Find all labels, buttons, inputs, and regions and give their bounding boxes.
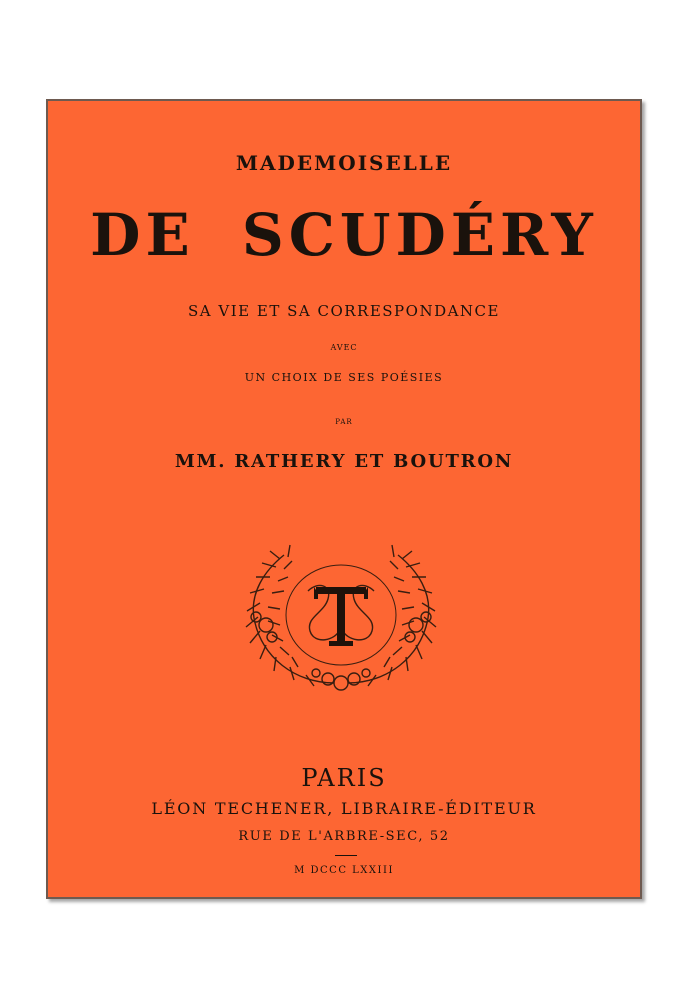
main-title: DE SCUDÉRY xyxy=(90,201,598,269)
city: PARIS xyxy=(301,764,387,792)
title-line-mademoiselle: MADEMOISELLE xyxy=(235,151,453,175)
publisher: LÉON TECHENER, LIBRAIRE-ÉDITEUR xyxy=(151,799,537,818)
subtitle: SA VIE ET SA CORRESPONDANCE xyxy=(188,302,500,320)
divider xyxy=(335,855,357,856)
avec-label: AVEC xyxy=(330,343,358,352)
book-cover xyxy=(46,99,642,899)
publisher-address: RUE DE L'ARBRE-SEC, 52 xyxy=(238,829,450,844)
publication-year: M DCCC LXXIII xyxy=(294,865,394,876)
choix-label: UN CHOIX DE SES POÉSIES xyxy=(244,371,444,384)
par-label: PAR xyxy=(335,418,353,426)
monogram-wreath-icon xyxy=(236,533,446,693)
authors: MM. RATHERY ET BOUTRON xyxy=(174,451,514,472)
